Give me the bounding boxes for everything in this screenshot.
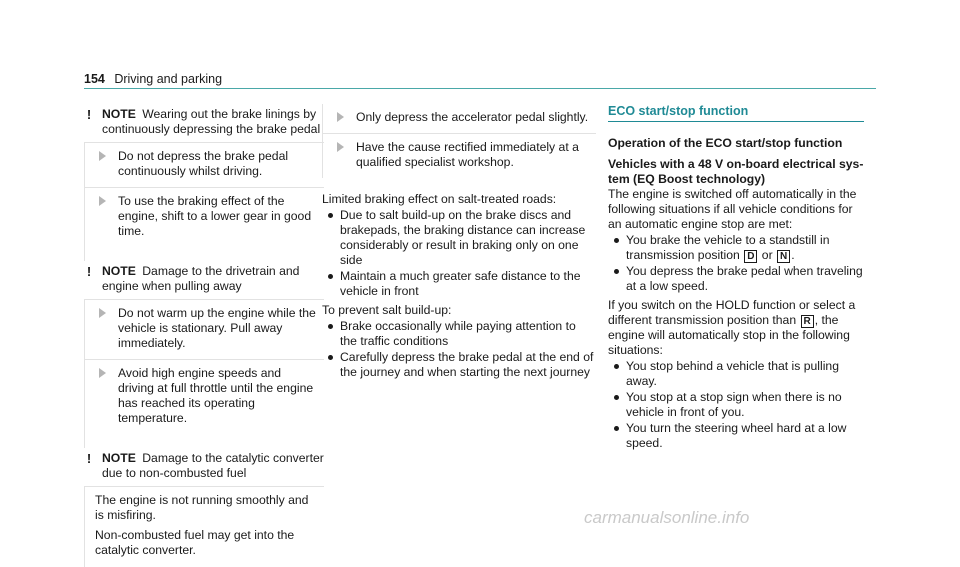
paragraph: The engine is switched off automatically in the following situations if all vehicle conditions for an automatic engine stop are met: bbox=[608, 187, 857, 231]
gear-n-key-icon: N bbox=[777, 250, 790, 263]
list-item: Only depress the accelerator pedal slightly. bbox=[323, 104, 596, 133]
arrow-right-icon bbox=[337, 142, 344, 152]
hold-stop-list bbox=[608, 359, 864, 451]
list-item: You stop behind a vehicle that is pulling away. bbox=[626, 359, 864, 389]
bullet-icon bbox=[614, 364, 619, 369]
notice-drivetrain bbox=[84, 261, 324, 300]
steps-engine bbox=[84, 300, 324, 434]
column-left bbox=[84, 104, 324, 567]
gear-r-key-icon: R bbox=[801, 315, 814, 328]
auto-stop-list bbox=[608, 233, 864, 294]
bullet-icon bbox=[614, 395, 619, 400]
bullet-icon bbox=[328, 274, 333, 279]
paragraph: The engine is not running smoothly and is misfiring. bbox=[95, 493, 309, 522]
section-title: ECO start/stop function bbox=[608, 104, 864, 122]
bullet-icon bbox=[614, 269, 619, 274]
list-item: Do not warm up the engine while the vehicle is stationary. Pull away immediately. bbox=[85, 300, 324, 359]
list-item: To use the braking effect of the engine, shift to a lower gear in good time. bbox=[85, 187, 324, 247]
page-number: 154 bbox=[84, 72, 105, 86]
notice-label: NOTE bbox=[102, 264, 136, 278]
chapter-title: Driving and parking bbox=[114, 72, 223, 86]
list-item: You brake the vehicle to a standstill in transmission position D or N . bbox=[626, 233, 864, 263]
notice-brake-linings bbox=[84, 104, 324, 143]
notice-label: NOTE bbox=[102, 451, 136, 465]
vehicle-heading: Vehicles with a 48 V on-board electrical system (EQ Boost technology) bbox=[608, 157, 864, 186]
bullet-icon bbox=[328, 324, 333, 329]
list-item: Maintain a much greater safe distance to the vehicle in front bbox=[340, 269, 596, 299]
subheading: Operation of the ECO start/stop function bbox=[608, 136, 843, 150]
list-item: You turn the steering wheel hard at a low speed. bbox=[626, 421, 864, 451]
paragraph: Non-combusted fuel may get into the catalytic converter. bbox=[95, 528, 295, 557]
arrow-right-icon bbox=[99, 368, 106, 378]
bullet-icon bbox=[328, 213, 333, 218]
list-item: Due to salt build-up on the brake discs and brakepads, the braking distance can increase considerably or result in braking only on one side bbox=[340, 208, 596, 268]
notice-label: NOTE bbox=[102, 107, 136, 121]
list-item: Brake occasionally while paying attention to the traffic conditions bbox=[340, 319, 596, 349]
paragraph: To prevent salt build-up: bbox=[322, 303, 452, 317]
watermark: carmanualsonline.info bbox=[584, 508, 750, 527]
list-item: You depress the brake pedal when traveling at a low speed. bbox=[626, 264, 864, 294]
arrow-right-icon bbox=[99, 151, 106, 161]
salt-effects-list bbox=[322, 208, 596, 299]
list-item: Avoid high engine speeds and driving at full throttle until the engine has reached its operating temperature. bbox=[85, 359, 324, 434]
list-item: Do not depress the brake pedal continuously whilst driving. bbox=[85, 143, 324, 187]
list-item: Have the cause rectified immediately at a qualified specialist workshop. bbox=[323, 133, 596, 178]
gear-d-key-icon: D bbox=[744, 250, 757, 263]
arrow-right-icon bbox=[99, 308, 106, 318]
paragraph: If you switch on the HOLD function or select a different transmission position than R , the engine will automatically stop in the following situations: bbox=[608, 298, 856, 357]
page-header bbox=[84, 72, 222, 87]
arrow-right-icon bbox=[99, 196, 106, 206]
notice-catalytic bbox=[84, 448, 324, 487]
salt-prevention-list bbox=[322, 319, 596, 380]
header-rule bbox=[84, 88, 876, 89]
bullet-icon bbox=[614, 238, 619, 243]
list-item: You stop at a stop sign when there is no vehicle in front of you. bbox=[626, 390, 864, 420]
warning-icon: ! bbox=[86, 264, 92, 279]
arrow-right-icon bbox=[337, 112, 344, 122]
paragraph: Limited braking effect on salt-treated roads: bbox=[322, 192, 557, 206]
notice-text: Damage to the catalytic converter due to non-combusted fuel bbox=[102, 451, 324, 480]
steps-catalytic bbox=[322, 104, 596, 178]
notice-text: Damage to the drivetrain and engine when pulling away bbox=[102, 264, 300, 293]
notice-text: Wearing out the brake linings by continuously depressing the brake pedal bbox=[102, 107, 321, 136]
steps-brake bbox=[84, 143, 324, 247]
bullet-icon bbox=[614, 426, 619, 431]
column-right bbox=[608, 104, 864, 452]
warning-icon: ! bbox=[86, 451, 92, 466]
list-item: Carefully depress the brake pedal at the end of the journey and when starting the next journey bbox=[340, 350, 596, 380]
bullet-icon bbox=[328, 355, 333, 360]
catalytic-paragraphs bbox=[84, 487, 324, 567]
warning-icon: ! bbox=[86, 107, 92, 122]
column-middle bbox=[322, 104, 596, 381]
